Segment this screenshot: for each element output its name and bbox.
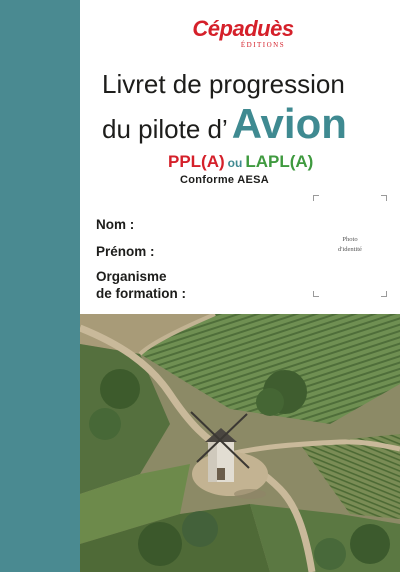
licence-lapl: LAPL(A) — [245, 152, 314, 171]
cover-aerial-photo — [80, 314, 400, 572]
field-organisme-label — [96, 268, 186, 302]
id-photo-label-line2: d'identité — [338, 246, 362, 253]
photo-corner-mark — [313, 291, 319, 297]
title-line-2-text: du pilote d’ — [102, 114, 228, 144]
id-photo-box — [313, 195, 387, 297]
licence-types — [168, 152, 313, 172]
title-avion: Avion — [231, 100, 347, 147]
cover-spine-band — [0, 0, 80, 572]
title-line-2 — [102, 100, 347, 148]
publisher-name: Cépaduès — [192, 16, 294, 41]
licence-connector: ou — [227, 156, 243, 170]
licence-ppl: PPL(A) — [168, 152, 225, 171]
field-organisme-line1: Organisme — [96, 269, 167, 284]
photo-corner-mark — [381, 195, 387, 201]
photo-corner-mark — [313, 195, 319, 201]
field-organisme-line2: de formation : — [96, 286, 186, 301]
field-prenom-label: Prénom : — [96, 244, 155, 259]
conformity-note: Conforme AESA — [180, 174, 270, 186]
id-photo-label-line1: Photo — [342, 236, 358, 243]
photo-corner-mark — [381, 291, 387, 297]
field-nom-label: Nom : — [96, 217, 135, 232]
id-photo-label — [323, 235, 377, 255]
publisher-subtitle: ÉDITIONS — [240, 41, 286, 49]
publisher-logo — [188, 18, 298, 49]
title-line-1: Livret de progression — [102, 69, 345, 99]
